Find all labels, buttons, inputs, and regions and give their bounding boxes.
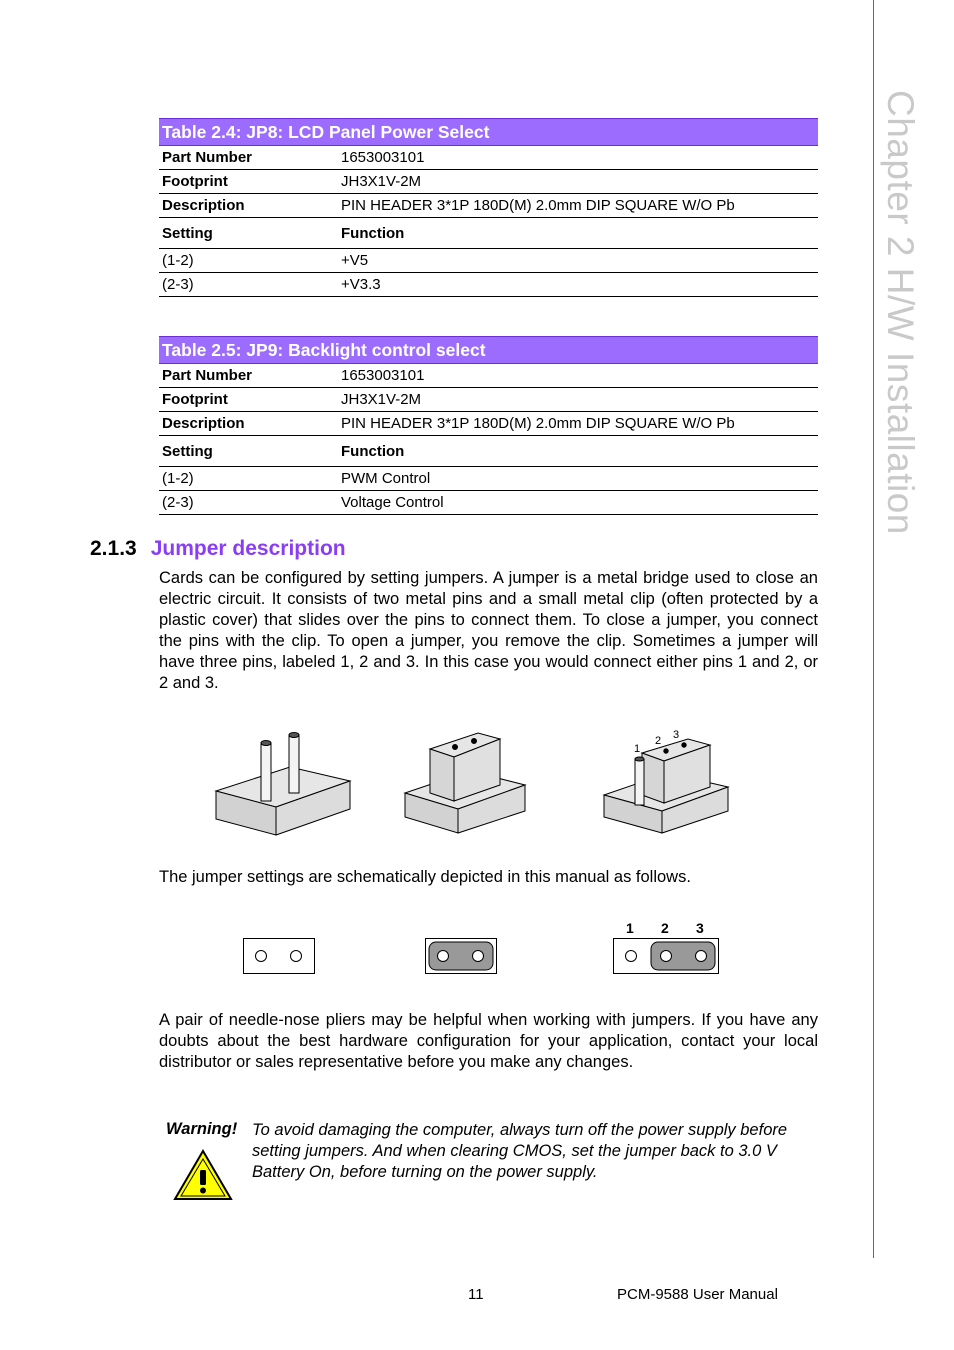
function-header: Function — [338, 218, 818, 249]
function-cell: PWM Control — [338, 467, 818, 491]
schematic-pin-1-label: 1 — [626, 920, 634, 936]
table-caption: Table 2.4: JP8: LCD Panel Power Select — [159, 119, 818, 146]
table-row — [159, 273, 818, 297]
setting-cell: (1-2) — [159, 467, 338, 491]
setting-cell: (1-2) — [159, 249, 338, 273]
function-cell: +V3.3 — [338, 273, 818, 297]
manual-title: PCM-9588 User Manual — [617, 1286, 778, 1303]
side-rule — [873, 0, 874, 1258]
footprint-label: Footprint — [159, 388, 338, 412]
table-row — [159, 491, 818, 515]
section-number: 2.1.3 — [90, 537, 137, 560]
description-label: Description — [159, 412, 338, 436]
table-row — [159, 467, 818, 491]
paragraph-pliers: A pair of needle-nose pliers may be helpful when working with jumpers. If you have any doubts about the best hardware configuration for your application, contact your local distributor or sales representative before you make any changes. — [159, 1011, 818, 1071]
warning-label: Warning! — [166, 1120, 238, 1138]
footprint-value: JH3X1V-2M — [338, 170, 818, 194]
three-pin-jumper-symbol — [614, 939, 719, 974]
description-label: Description — [159, 194, 338, 218]
setting-cell: (2-3) — [159, 273, 338, 297]
setting-header: Setting — [159, 436, 338, 467]
part-number-value: 1653003101 — [338, 146, 818, 170]
pin-3-label: 3 — [673, 729, 680, 741]
open-jumper-illustration — [216, 733, 350, 836]
table-jp9 — [159, 336, 818, 515]
table-caption: Table 2.5: JP9: Backlight control select — [159, 337, 818, 364]
page-number: 11 — [468, 1286, 484, 1303]
description-value: PIN HEADER 3*1P 180D(M) 2.0mm DIP SQUARE W/O Pb — [338, 194, 818, 218]
setting-header: Setting — [159, 218, 338, 249]
warning-text: To avoid damaging the computer, always turn off the power supply before setting jumpers. And when clearing CMOS, set the jumper back to 3.0 V Battery On, before turning on the power supply. — [252, 1121, 788, 1181]
open-jumper-symbol — [244, 939, 315, 974]
function-header: Function — [338, 436, 818, 467]
part-number-label: Part Number — [159, 146, 338, 170]
footprint-label: Footprint — [159, 170, 338, 194]
table-row — [159, 249, 818, 273]
jumper-3d-figure — [210, 725, 740, 840]
chapter-side-title: Chapter 2 H/W Installation — [880, 90, 921, 535]
closed-jumper-illustration — [405, 733, 525, 833]
warning-icon — [172, 1148, 234, 1202]
three-pin-jumper-illustration — [604, 739, 728, 833]
paragraph-schematic: The jumper settings are schematically depicted in this manual as follows. — [159, 868, 691, 886]
setting-cell: (2-3) — [159, 491, 338, 515]
function-cell: +V5 — [338, 249, 818, 273]
pin-1-label: 1 — [634, 743, 641, 755]
footprint-value: JH3X1V-2M — [338, 388, 818, 412]
schematic-pin-3-label: 3 — [696, 920, 704, 936]
schematic-pin-2-label: 2 — [661, 920, 669, 936]
section-title: Jumper description — [150, 537, 346, 560]
part-number-value: 1653003101 — [338, 364, 818, 388]
section-heading — [90, 537, 346, 561]
paragraph-intro: Cards can be configured by setting jumpers. A jumper is a metal bridge used to close an electric circuit. It consists of two metal pins and a small metal clip (often protected by a plastic cover) that slides over the pins to connect them. To close a jumper, you connect the pins with the clip. To open a jumper, you remove the clip. Sometimes a jumper will have three pins, labeled 1, 2 and 3. In this case you would connect either pins 1 and 2, or 2 and 3. — [159, 569, 818, 692]
table-jp8 — [159, 118, 818, 297]
part-number-label: Part Number — [159, 364, 338, 388]
pin-2-label: 2 — [655, 735, 662, 747]
description-value: PIN HEADER 3*1P 180D(M) 2.0mm DIP SQUARE W/O Pb — [338, 412, 818, 436]
closed-jumper-symbol — [426, 939, 497, 974]
jumper-schematic-figure — [240, 915, 725, 979]
function-cell: Voltage Control — [338, 491, 818, 515]
